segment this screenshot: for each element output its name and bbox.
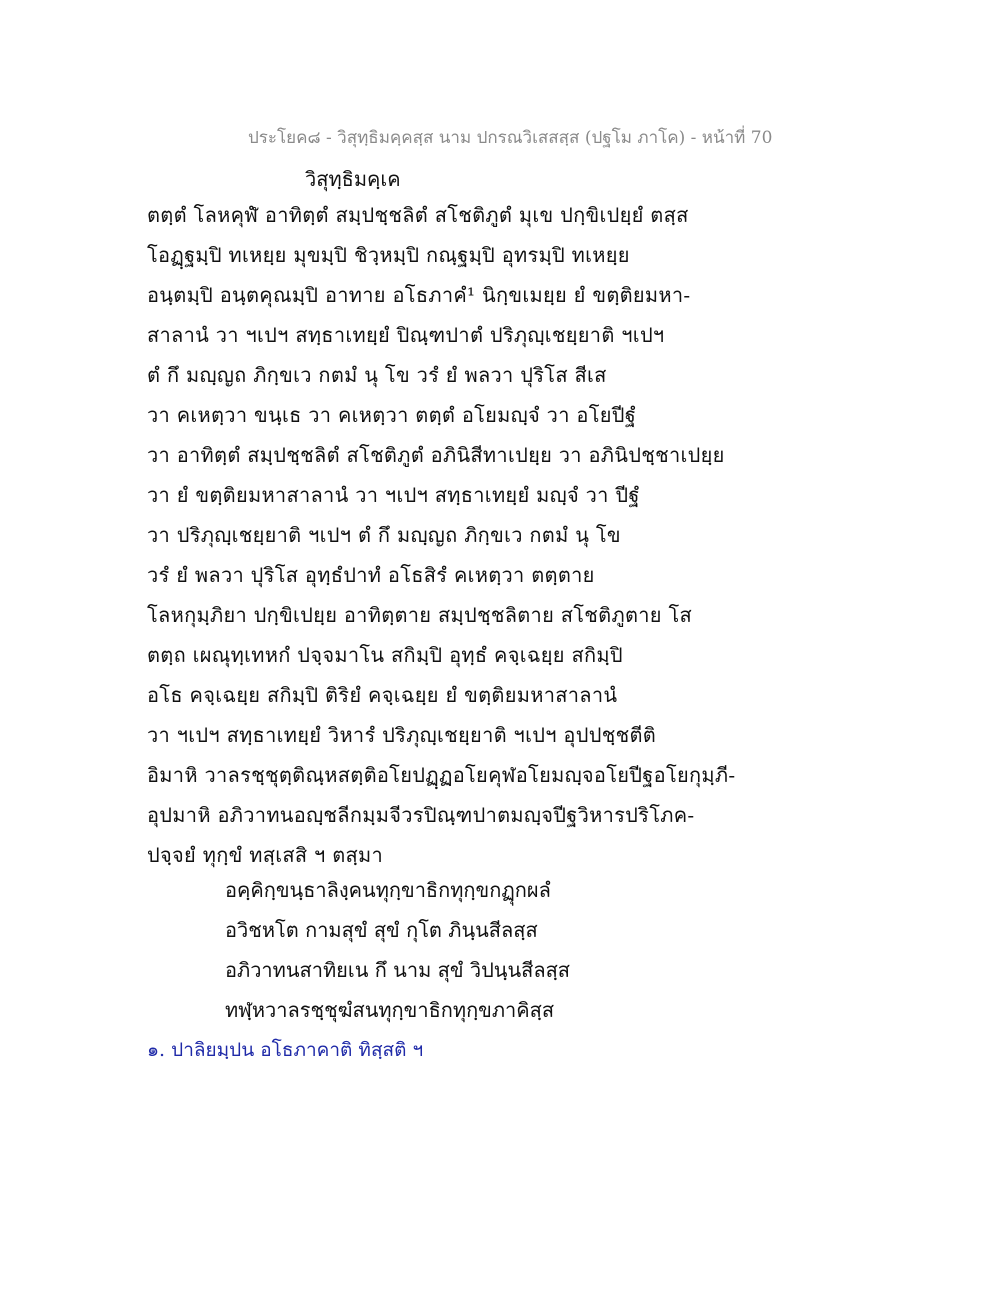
- body-line: อิมาหิ วาลรชฺชุตฺติณฺหสตฺติอโยปฏฺฏอโยคุฬอโยมญฺจอโยปีฐอโยกุมฺภี-: [147, 763, 736, 787]
- body-text: [147, 200, 867, 880]
- body-line: วา ยํ ขตฺติยมหาสาลานํ วา ฯเปฯ สทฺธาเทยฺยํ มญฺจํ วา ปีฐํ: [147, 483, 640, 507]
- section-title: วิสุทฺธิมคฺเค: [305, 167, 401, 191]
- body-line: ตตฺถ เผณุทฺเทหกํ ปจฺจมาโน สกิมฺปิ อุทฺธํ คจฺเฉยฺย สกิมฺปิ: [147, 643, 623, 667]
- body-line: โอฏฺฐมฺปิ ทเหยฺย มุขมฺปิ ชิวฺหมฺปิ กณฺฐมฺปิ อุทรมฺปิ ทเหยฺย: [147, 243, 630, 267]
- body-line: วา คเหตฺวา ขนฺเธ วา คเหตฺวา ตตฺตํ อโยมญฺจํ วา อโยปีฐํ: [147, 403, 637, 427]
- body-line: อุปมาหิ อภิวาทนอญฺชลีกมฺมจีวรปิณฺฑปาตมญฺจปีฐวิหารปริโภค-: [147, 803, 695, 827]
- footnote: ๑. ปาลิยมฺปน อโธภาคาติ ทิสฺสติ ฯ: [147, 1039, 424, 1061]
- running-header: ประโยค๘ - วิสุทฺธิมคฺคสฺส นาม ปกรณวิเสสสฺส (ปฐโม ภาโค) - หน้าที่ 70: [248, 128, 773, 148]
- body-line: วา อาทิตฺตํ สมฺปชฺชลิตํ สโชติภูตํ อภินิสีทาเปยฺย วา อภินิปชฺชาเปยฺย: [147, 443, 725, 467]
- body-line: อนฺตมฺปิ อนฺตคุณมฺปิ อาทาย อโธภาคํ¹ นิกฺขเมยฺย ยํ ขตฺติยมหา-: [147, 283, 691, 307]
- verse-line: ทฬฺหวาลรชฺชุฆํสนทุกฺขาธิกทุกฺขภาคิสฺส: [225, 998, 555, 1022]
- body-line: วรํ ยํ พลวา ปุริโส อุทฺธํปาทํ อโธสิรํ คเหตฺวา ตตฺตาย: [147, 563, 595, 587]
- body-line: วา ปริภุญฺเชยฺยาติ ฯเปฯ ตํ กึ มญฺญถ ภิกฺขเว กตมํ นุ โข: [147, 523, 621, 547]
- body-line: ตตฺตํ โลหคุฬํ อาทิตฺตํ สมฺปชฺชลิตํ สโชติภูตํ มุเข ปกฺขิเปยฺยํ ตสฺส: [147, 203, 689, 227]
- body-line: วา ฯเปฯ สทฺธาเทยฺยํ วิหารํ ปริภุญฺเชยฺยาติ ฯเปฯ อุปปชฺชตีติ: [147, 723, 657, 747]
- body-line: อโธ คจฺเฉยฺย สกิมฺปิ ติริยํ คจฺเฉยฺย ยํ ขตฺติยมหาสาลานํ: [147, 683, 618, 707]
- body-line: สาลานํ วา ฯเปฯ สทฺธาเทยฺยํ ปิณฺฑปาตํ ปริภุญฺเชยฺยาติ ฯเปฯ: [147, 323, 665, 347]
- verse-line: อวิชหโต กามสุขํ สุขํ กุโต ภินฺนสีลสฺส: [225, 918, 538, 942]
- verse-block: [225, 875, 570, 1035]
- body-line: ปจฺจยํ ทุกฺขํ ทสฺเสสิ ฯ ตสฺมา: [147, 843, 384, 867]
- body-line: ตํ กึ มญฺญถ ภิกฺขเว กตมํ นุ โข วรํ ยํ พลวา ปุริโส สีเส: [147, 363, 607, 387]
- verse-line: อคฺคิกฺขนฺธาลิงฺคนทุกฺขาธิกทุกฺขกฏุกผลํ: [225, 878, 551, 902]
- body-line: โลหกุมฺภิยา ปกฺขิเปยฺย อาทิตฺตาย สมฺปชฺชลิตาย สโชติภูตาย โส: [147, 603, 693, 627]
- verse-line: อภิวาทนสาทิยเน กึ นาม สุขํ วิปนฺนสีลสฺส: [225, 958, 571, 982]
